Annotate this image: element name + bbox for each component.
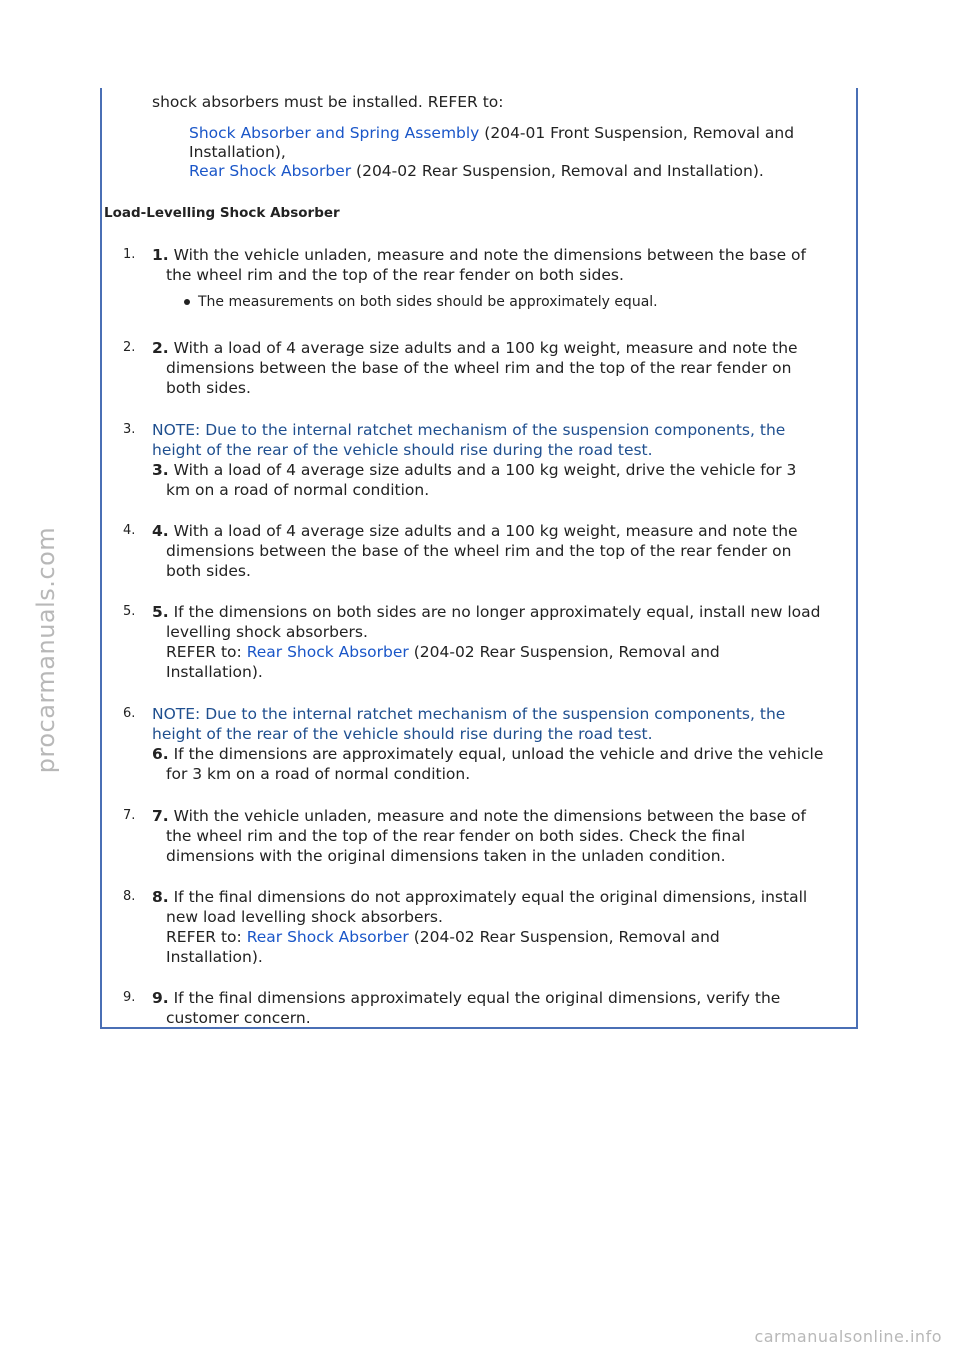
bullet-text: The measurements on both sides should be approximately equal. <box>198 294 658 310</box>
step-number: 6. <box>123 706 136 721</box>
link-rear-shock-absorber[interactable]: Rear Shock Absorber <box>189 162 352 180</box>
step-bold-number: 5. <box>152 603 169 621</box>
step-line: new load levelling shock absorbers. <box>166 908 443 926</box>
step-line: the wheel rim and the top of the rear fender on both sides. <box>166 266 624 284</box>
step-line: With a load of 4 average size adults and a 100 kg weight, measure and note the <box>168 522 798 540</box>
step-line: With the vehicle unladen, measure and note the dimensions between the base of <box>168 246 806 264</box>
step-line: If the dimensions on both sides are no longer approximately equal, install new load <box>168 603 821 621</box>
step-number: 4. <box>123 523 136 538</box>
step-line: dimensions between the base of the wheel rim and the top of the rear fender on <box>166 542 792 560</box>
step-number: 8. <box>123 889 136 904</box>
step-line: If the dimensions are approximately equal, unload the vehicle and drive the vehicle <box>168 745 824 763</box>
bullet-icon <box>184 299 190 305</box>
ref-description: (204-02 Rear Suspension, Removal and <box>408 643 720 661</box>
step-line: dimensions between the base of the wheel rim and the top of the rear fender on <box>166 359 792 377</box>
step-line: If the final dimensions do not approximately equal the original dimensions, install <box>168 888 808 906</box>
step-number: 9. <box>123 990 136 1005</box>
link-shock-absorber-spring-assembly[interactable]: Shock Absorber and Spring Assembly <box>189 124 480 142</box>
step-line: dimensions with the original dimensions taken in the unladen condition. <box>166 847 726 865</box>
ref2-description: (204-02 Rear Suspension, Removal and Installation). <box>351 162 764 180</box>
step-note: height of the rear of the vehicle should rise during the road test. <box>152 725 653 743</box>
step-line: With a load of 4 average size adults and a 100 kg weight, measure and note the <box>168 339 798 357</box>
step-line: Installation). <box>166 948 263 966</box>
intro-text: shock absorbers must be installed. REFER to: <box>152 93 504 111</box>
step-bold-number: 2. <box>152 339 169 357</box>
step-line: the wheel rim and the top of the rear fender on both sides. Check the final <box>166 827 746 845</box>
step-line: both sides. <box>166 562 251 580</box>
side-watermark: procarmanuals.com <box>32 526 60 774</box>
refer-label: REFER to: <box>166 643 247 661</box>
step-note: NOTE: Due to the internal ratchet mechanism of the suspension components, the <box>152 705 786 723</box>
step-bold-number: 6. <box>152 745 169 763</box>
step-number: 7. <box>123 808 136 823</box>
ref-description: (204-02 Rear Suspension, Removal and <box>408 928 720 946</box>
step-line: If the final dimensions approximately equal the original dimensions, verify the <box>168 989 781 1007</box>
step-note: NOTE: Due to the internal ratchet mechanism of the suspension components, the <box>152 421 786 439</box>
intro-references <box>189 124 829 181</box>
step-bold-number: 7. <box>152 807 169 825</box>
step-line: With the vehicle unladen, measure and note the dimensions between the base of <box>168 807 806 825</box>
step-line: both sides. <box>166 379 251 397</box>
step-bold-number: 3. <box>152 461 169 479</box>
link-rear-shock-absorber[interactable]: Rear Shock Absorber <box>246 643 409 661</box>
step-number: 1. <box>123 247 136 262</box>
step-line: for 3 km on a road of normal condition. <box>166 765 471 783</box>
footer-watermark: carmanualsonline.info <box>754 1327 942 1346</box>
step-line: With a load of 4 average size adults and a 100 kg weight, drive the vehicle for 3 <box>168 461 797 479</box>
section-title: Load-Levelling Shock Absorber <box>104 205 340 221</box>
step-line: Installation). <box>166 663 263 681</box>
bullet-item <box>184 294 844 310</box>
step-number: 3. <box>123 422 136 437</box>
link-rear-shock-absorber[interactable]: Rear Shock Absorber <box>246 928 409 946</box>
step-number: 5. <box>123 604 136 619</box>
ref1-description: (204-01 Front Suspension, Removal and Installation), <box>189 124 795 161</box>
refer-label: REFER to: <box>166 928 247 946</box>
step-line: km on a road of normal condition. <box>166 481 430 499</box>
step-line: customer concern. <box>166 1009 311 1027</box>
step-note: height of the rear of the vehicle should rise during the road test. <box>152 441 653 459</box>
step-bold-number: 4. <box>152 522 169 540</box>
step-bold-number: 8. <box>152 888 169 906</box>
step-line: levelling shock absorbers. <box>166 623 368 641</box>
step-number: 2. <box>123 340 136 355</box>
step-bold-number: 1. <box>152 246 169 264</box>
step-bold-number: 9. <box>152 989 169 1007</box>
